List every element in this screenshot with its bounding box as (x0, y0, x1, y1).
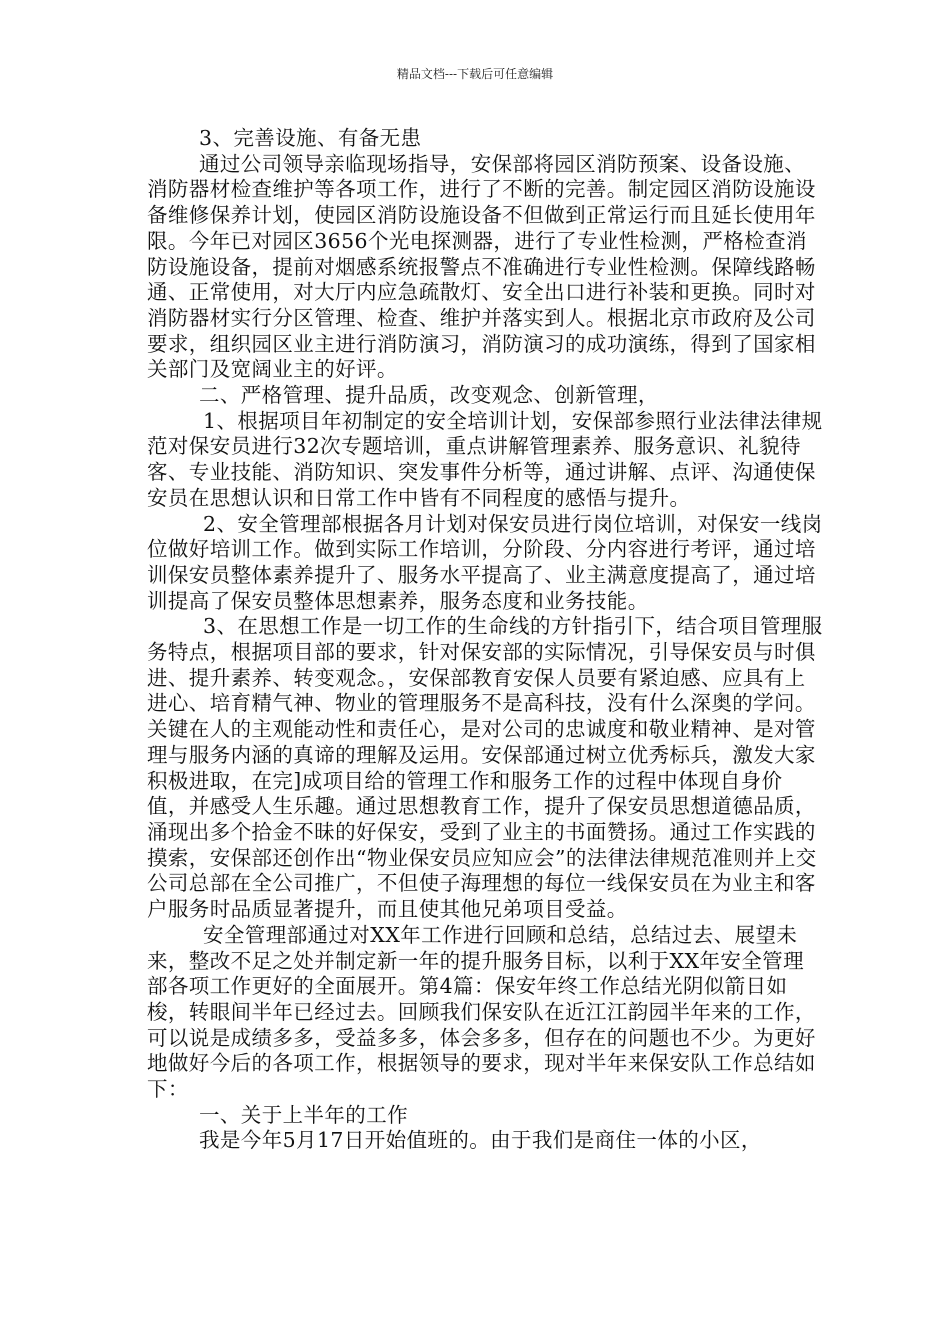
paragraph-first-half: 我是今年5月17日开始值班的。由于我们是商住一体的小区， (199, 1128, 762, 1153)
paragraph-post-training: 2、安全管理部根据各月计划对保安员进行岗位培训，对保安一线岗位做好培训工作。做到实际工作培训，分阶段、分内容进行考评，通过培训保安员整体素养提升了、服务水平提高了、业主满意度提高了，通过培训提高了保安员整体思想素养，服务态度和业务技能。 (147, 511, 823, 613)
page-header: 精品文档---下载后可任意编辑 (396, 67, 554, 81)
paragraph-training-plan: 1、根据项目年初制定的安全培训计划，安保部参照行业法律法律规范对保安员进行32次专题培训，重点讲解管理素养、服务意识、礼貌待客、专业技能、消防知识、突发事件分析等，通过讲解、点评、沟通使保安员在思想认识和日常工作中皆有不同程度的感悟与提升。 (147, 408, 823, 510)
section-heading-first-half: 一、关于上半年的工作 (199, 1102, 408, 1127)
paragraph-summary: 安全管理部通过对XX年工作进行回顾和总结，总结过去、展望未来，整改不足之处并制定新一年的提升服务目标，以利于XX年安全管理部各项工作更好的全面展开。第4篇：保安年终工作总结光阴似箭日如梭，转眼间半年已经过去。回顾我们保安队在近江江韵园半年来的工作，可以说是成绩多多，受益多多，体会多多，但存在的问题也不少。为更好地做好今后的各项工作，根据领导的要求，现对半年来保安队工作总结如下： (147, 922, 816, 1102)
section-heading-management: 二、严格管理、提升品质，改变观念、创新管理， (199, 383, 659, 408)
paragraph-ideology-work: 3、在思想工作是一切工作的生命线的方针指引下，结合项目管理服务特点，根据项目部的要求，针对保安部的实际情况，引导保安员与时俱进、提升素养、转变观念。，安保部教育安保人员要有紧迫感、应具有上进心、培育精气神、物业的管理服务不是高科技，没有什么深奥的学问。关键在人的主观能动性和责任心，是对公司的忠诚度和敬业精神、是对管理与服务内涵的真谛的理解及运用。安保部通过树立优秀标兵，激发大家积极进取，在完]成项目给的管理工作和服务工作的过程中体现自身价值，并感受人生乐趣。通过思想教育工作，提升了保安员思想道德品质，涌现出多个拾金不昧的好保安，受到了业主的书面赞扬。通过工作实践的摸索，安保部还创作出“物业保安员应知应会”的法律法律规范准则并上交公司总部在全公司推广，不但使子海理想的每位一线保安员在为业主和客户服务时品质显著提升，而且使其他兄弟项目受益。 (147, 614, 823, 922)
paragraph-facilities: 通过公司领导亲临现场指导，安保部将园区消防预案、设备设施、消防器材检查维护等各项工作，进行了不断的完善。制定园区消防设施设备维修保养计划，使园区消防设施设备不但做到正常运行而且延长使用年限。今年已对园区3656个光电探测器，进行了专业性检测，严格检查消防设施设备，提前对烟感系统报警点不准确进行专业性检测。保障线路畅通、正常使用，对大厅内应急疏散灯、安全出口进行补装和更换。同时对消防器材实行分区管理、检查、维护并落实到人。根据北京市政府及公司要求，组织园区业主进行消防演习，消防演习的成功演练，得到了国家相关部门及宽阔业主的好评。 (147, 151, 816, 382)
subheading-facilities: 3、完善设施、有备无患 (199, 126, 422, 150)
document-body (147, 126, 823, 1154)
